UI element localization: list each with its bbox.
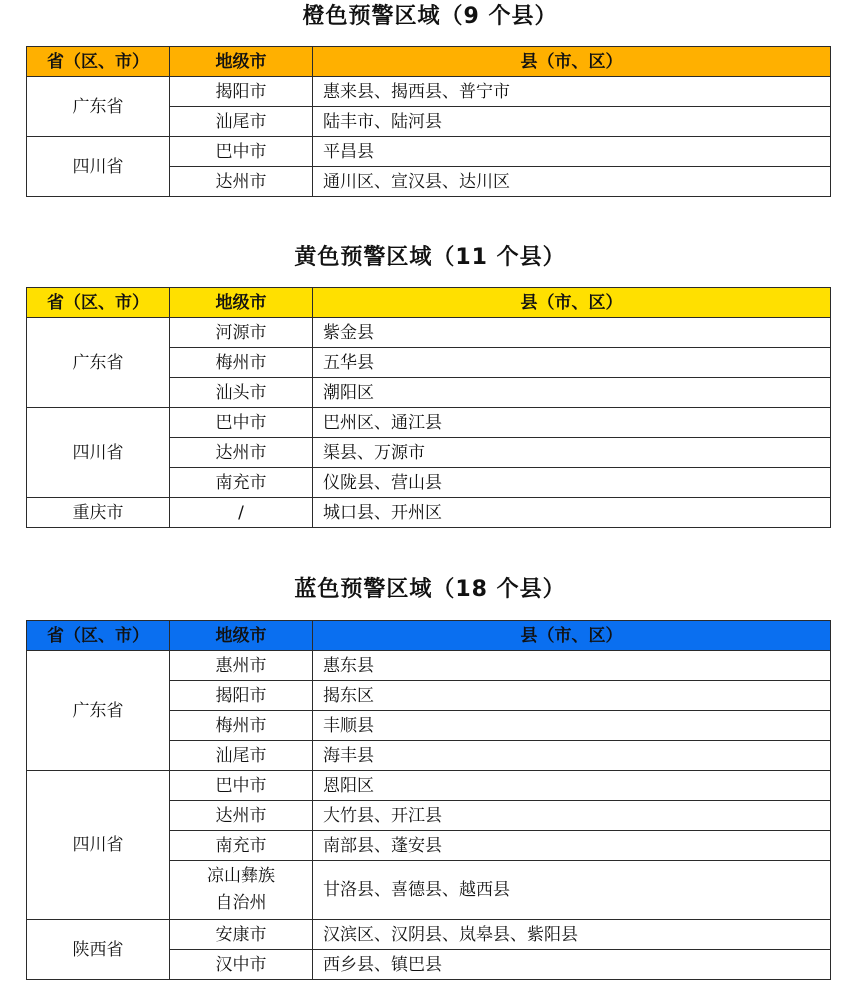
city-cell: 达州市 <box>170 167 313 197</box>
blue-warning-title: 蓝色预警区域（18 个县） <box>294 577 566 602</box>
city-cell: 南充市 <box>170 831 313 861</box>
county-cell: 仪陇县、营山县 <box>313 468 831 498</box>
city-cell: 汉中市 <box>170 950 313 980</box>
column-header-county: 县（市、区） <box>313 47 831 77</box>
column-header-city: 地级市 <box>170 47 313 77</box>
county-cell: 西乡县、镇巴县 <box>313 950 831 980</box>
city-cell-line: 自治州 <box>215 893 267 913</box>
orange-warning-title: 橙色预警区域（9 个县） <box>302 4 558 29</box>
table-row <box>27 651 831 681</box>
county-cell: 陆丰市、陆河县 <box>313 107 831 137</box>
city-cell-line: 凉山彝族 <box>207 866 275 886</box>
province-cell: 四川省 <box>27 408 170 498</box>
yellow-warning-title: 黄色预警区域（11 个县） <box>294 245 566 270</box>
city-cell: 巴中市 <box>170 771 313 801</box>
blue-warning-table <box>26 620 831 980</box>
table-row <box>27 318 831 348</box>
province-cell: 重庆市 <box>27 498 170 528</box>
county-cell: 城口县、开州区 <box>313 498 831 528</box>
table-row <box>27 771 831 801</box>
table-header-row <box>27 47 831 77</box>
column-header-county: 县（市、区） <box>313 621 831 651</box>
table-row <box>27 920 831 950</box>
county-cell: 惠东县 <box>313 651 831 681</box>
province-cell: 四川省 <box>27 137 170 197</box>
city-cell: 巴中市 <box>170 137 313 167</box>
county-cell: 惠来县、揭西县、普宁市 <box>313 77 831 107</box>
city-cell <box>170 861 313 920</box>
table-row <box>27 137 831 167</box>
county-cell: 潮阳区 <box>313 378 831 408</box>
city-cell: 揭阳市 <box>170 681 313 711</box>
city-cell: 揭阳市 <box>170 77 313 107</box>
county-cell: 恩阳区 <box>313 771 831 801</box>
table-row <box>27 77 831 107</box>
table-row <box>27 498 831 528</box>
county-cell: 五华县 <box>313 348 831 378</box>
county-cell: 大竹县、开江县 <box>313 801 831 831</box>
column-header-county: 县（市、区） <box>313 288 831 318</box>
orange-warning-table <box>26 46 831 197</box>
city-cell: 达州市 <box>170 801 313 831</box>
table-row <box>27 408 831 438</box>
yellow-warning-table <box>26 287 831 528</box>
county-cell: 通川区、宣汉县、达川区 <box>313 167 831 197</box>
city-cell: 南充市 <box>170 468 313 498</box>
city-cell: 河源市 <box>170 318 313 348</box>
province-cell: 陕西省 <box>27 920 170 980</box>
county-cell: 甘洛县、喜德县、越西县 <box>313 861 831 920</box>
column-header-province: 省（区、市） <box>27 288 170 318</box>
city-cell: 汕头市 <box>170 378 313 408</box>
county-cell: 揭东区 <box>313 681 831 711</box>
county-cell: 平昌县 <box>313 137 831 167</box>
county-cell: 南部县、蓬安县 <box>313 831 831 861</box>
province-cell: 广东省 <box>27 651 170 771</box>
table-header-row <box>27 621 831 651</box>
city-cell: 梅州市 <box>170 348 313 378</box>
city-cell: 惠州市 <box>170 651 313 681</box>
city-cell: 汕尾市 <box>170 107 313 137</box>
city-cell: 巴中市 <box>170 408 313 438</box>
column-header-province: 省（区、市） <box>27 621 170 651</box>
table-header-row <box>27 288 831 318</box>
province-cell: 广东省 <box>27 77 170 137</box>
column-header-province: 省（区、市） <box>27 47 170 77</box>
city-cell: / <box>170 498 313 528</box>
province-cell: 四川省 <box>27 771 170 920</box>
county-cell: 巴州区、通江县 <box>313 408 831 438</box>
county-cell: 紫金县 <box>313 318 831 348</box>
city-cell: 安康市 <box>170 920 313 950</box>
province-cell: 广东省 <box>27 318 170 408</box>
city-cell: 汕尾市 <box>170 741 313 771</box>
county-cell: 海丰县 <box>313 741 831 771</box>
county-cell: 汉滨区、汉阴县、岚皋县、紫阳县 <box>313 920 831 950</box>
county-cell: 渠县、万源市 <box>313 438 831 468</box>
column-header-city: 地级市 <box>170 621 313 651</box>
city-cell: 达州市 <box>170 438 313 468</box>
county-cell: 丰顺县 <box>313 711 831 741</box>
column-header-city: 地级市 <box>170 288 313 318</box>
city-cell: 梅州市 <box>170 711 313 741</box>
